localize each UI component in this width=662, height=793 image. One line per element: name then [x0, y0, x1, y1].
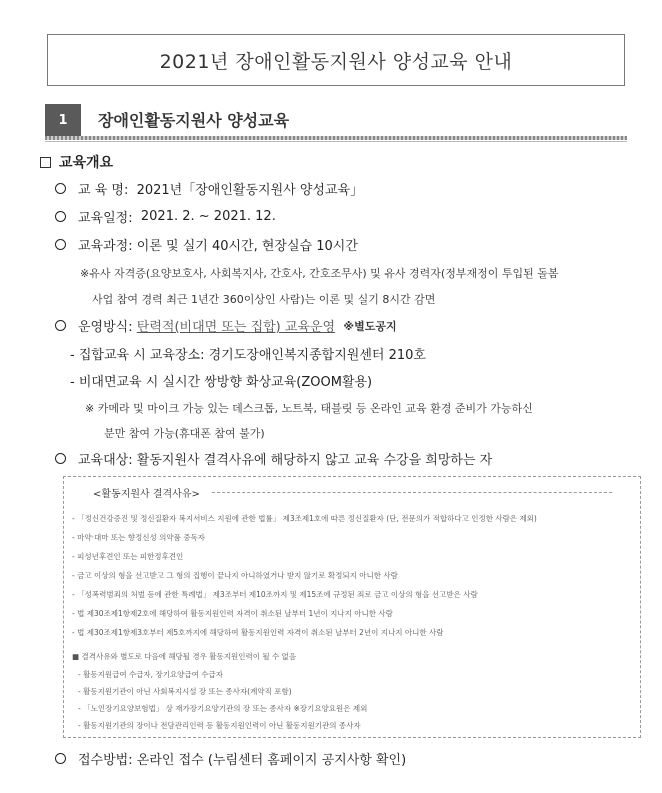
online-requirement-note-line-1: ※ 카메라 및 마이크 가능 있는 데스크톱, 노트북, 태블릿 등 온라인 교육 환경 준비가 가능하신	[85, 402, 533, 415]
page-title-text: 2021년 장애인활동지원사 양성교육 안내	[159, 50, 513, 73]
target-value: 활동지원사 결격사유에 해당하지 않고 교육 수강을 희망하는 자	[136, 453, 493, 468]
section-divider	[45, 136, 627, 140]
course-period-label: 교육일정:	[78, 211, 133, 226]
operation-method-label: 운영방식:	[78, 320, 133, 335]
application-method-label: 접수방법:	[78, 753, 133, 768]
circle-bullet-icon	[55, 320, 66, 331]
circle-bullet-icon	[55, 453, 66, 464]
circle-bullet-icon	[55, 183, 66, 194]
extra-condition-item: - 「노인장기요양보험법」 상 재가장기요양기관의 장 또는 종사자 ※장기요양요원은 제외	[78, 704, 368, 713]
disqualification-item: - 법 제30조제1항제3호부터 제5호까지에 해당하여 활동지원인력 자격이 취소된 날부터 2년이 지나지 아니한 사람	[72, 628, 444, 637]
application-method-row	[55, 749, 406, 768]
disqualification-item: - 법 제30조제1항제2호에 해당하여 활동지원인력 자격이 취소된 날부터 1년이 지나지 아니한 사람	[72, 609, 393, 618]
disqualification-item: - 「정신건강증진 및 정신질환자 복지서비스 지원에 관한 법률」 제3조제1호에 따른 정신질환자 (단, 전문의가 적합하다고 인정한 사람은 제외)	[72, 514, 537, 523]
curriculum-note-line-1: ※유사 자격증(요양보호사, 사회복지사, 간호사, 간호조무사) 및 유사 경력자(정부재정이 투입된 돌봄	[80, 267, 559, 280]
curriculum-note-line-2: 사업 참여 경력 최근 1년간 360이상인 사람)는 이론 및 실기 8시간 감면	[92, 293, 436, 306]
method-sub-item-online: - 비대면교육 시 실시간 쌍방향 화상교육(ZOOM활용)	[70, 375, 373, 390]
disqualification-item: - 「성폭력범죄의 처벌 등에 관한 특례법」 제3조부터 제10조까지 및 제15조에 규정된 죄로 금고 이상의 형을 선고받은 사람	[72, 590, 478, 599]
disqualification-item: - 피성년후견인 또는 피한정후견인	[72, 552, 184, 561]
extra-condition-item: - 활동지원기관이 아닌 사회복지시설 장 또는 종사자(계약직 포함)	[78, 687, 292, 696]
disqualification-item: - 금고 이상의 형을 선고받고 그 형의 집행이 끝나지 아니하였거나 받지 않기로 확정되지 아니한 사람	[72, 571, 398, 580]
course-curriculum-label: 교육과정:	[78, 239, 133, 254]
circle-bullet-icon	[55, 211, 66, 222]
target-row	[55, 449, 492, 468]
extra-condition-item: - 활동지원급여 수급자, 장기요양급여 수급자	[78, 670, 224, 679]
overview-heading-text: 교육개요	[59, 155, 114, 171]
course-curriculum-value: 이론 및 실기 40시간, 현장실습 10시간	[136, 239, 358, 254]
disqualification-title: <활동지원사 결격사유>	[93, 489, 200, 500]
circle-bullet-icon	[55, 239, 66, 250]
online-requirement-note-line-2: 분만 참여 가능(휴대폰 참여 불가)	[104, 427, 265, 440]
course-name-label: 교 육 명:	[78, 183, 129, 198]
target-label: 교육대상:	[78, 453, 133, 468]
operation-method-note: ※별도공지	[343, 319, 397, 333]
overview-heading	[40, 152, 113, 172]
course-name-value: 2021년「장애인활동지원사 양성교육」	[136, 183, 364, 198]
course-period-value: 2021. 2. ~ 2021. 12.	[140, 209, 276, 224]
section-number: 1	[45, 104, 81, 136]
disqualification-item: - 마약·대마 또는 향정신성 의약품 중독자	[72, 533, 205, 542]
section-divider-line	[45, 141, 627, 142]
page-title	[47, 34, 625, 86]
operation-method-row	[55, 316, 397, 335]
course-curriculum-row	[55, 235, 358, 254]
course-period-row	[55, 207, 276, 226]
circle-bullet-icon	[55, 753, 66, 764]
operation-method-value: 탄력적(비대면 또는 집합) 교육운영	[136, 320, 336, 335]
extra-condition-item: - 활동지원기관의 장이나 전담관리인력 등 활동지원인력이 아닌 활동지원기관의 종사자	[78, 721, 361, 730]
method-sub-item-offline: - 집합교육 시 교육장소: 경기도장애인복지종합지원센터 210호	[70, 348, 426, 363]
course-name-row	[55, 179, 363, 198]
application-method-value: 온라인 접수 (누림센터 홈페이지 공지사항 확인)	[136, 753, 407, 768]
section-title: 장애인활동지원사 양성교육	[98, 111, 290, 130]
extra-condition-title: ■ 결격사유와 별도로 다음에 해당될 경우 활동지원인력이 될 수 없음	[72, 652, 297, 661]
disqualification-title-rule	[212, 492, 612, 493]
square-bullet-icon	[40, 157, 51, 168]
